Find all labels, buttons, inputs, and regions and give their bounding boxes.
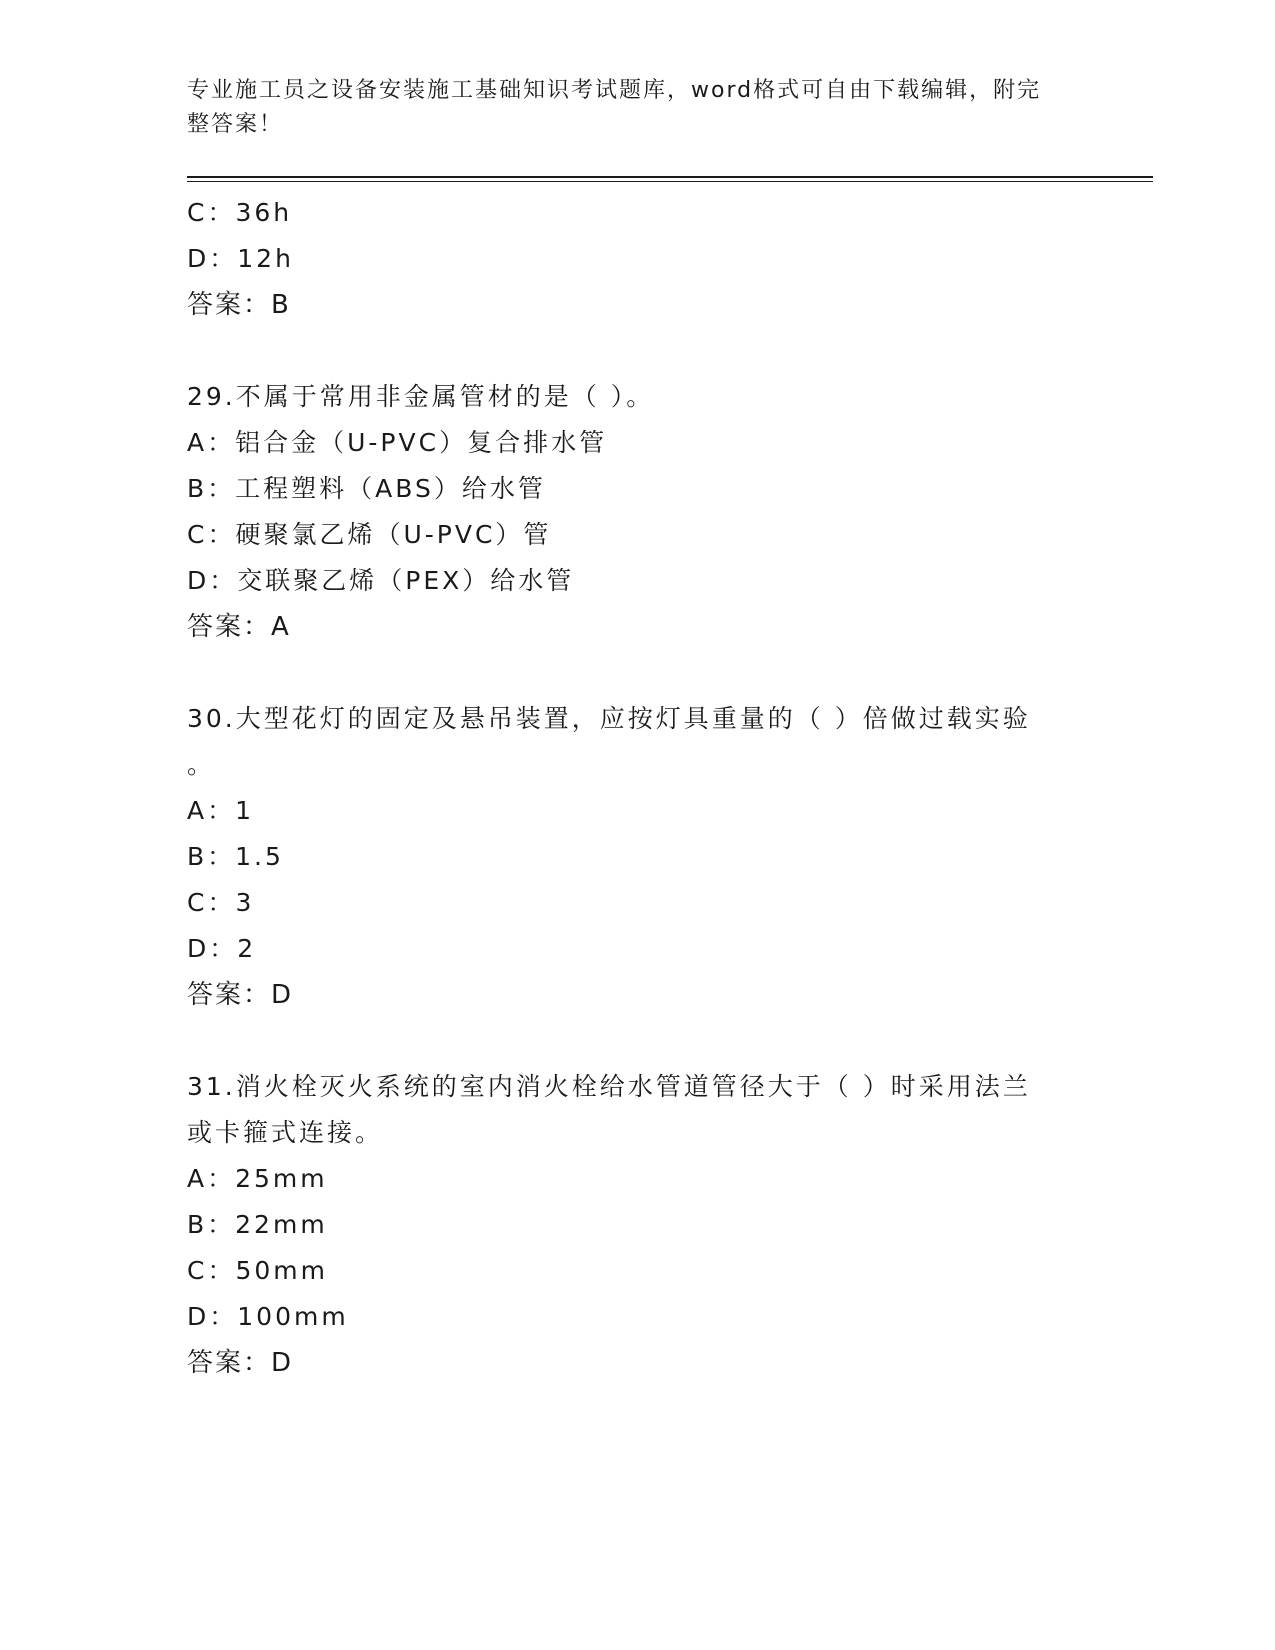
option-label: D： — [187, 934, 238, 963]
document-header — [187, 74, 1067, 142]
option-d — [187, 1294, 1067, 1340]
option-label: C： — [187, 198, 236, 227]
prev-question-block — [187, 190, 1067, 328]
question-text — [187, 1064, 1067, 1156]
header-divider-thick — [187, 176, 1153, 178]
option-c — [187, 512, 1067, 558]
answer-line: 答案：D — [187, 980, 294, 1010]
option-text: 36h — [235, 198, 293, 227]
option-label: A： — [187, 428, 236, 457]
option-text: 22mm — [235, 1210, 328, 1239]
option-text: 工程塑料（ABS）给水管 — [235, 474, 546, 503]
option-a — [187, 1156, 1067, 1202]
option-label: A： — [187, 796, 236, 825]
option-label: C： — [187, 1256, 236, 1285]
option-text: 50mm — [235, 1256, 328, 1285]
option-text: 2 — [237, 934, 257, 963]
option-text: 25mm — [235, 1164, 328, 1193]
question-text — [187, 696, 1067, 788]
answer-line: 答案：A — [187, 612, 291, 642]
option-text: 1 — [235, 796, 255, 825]
spacer — [187, 1018, 1067, 1064]
option-b — [187, 466, 1067, 512]
spacer — [187, 650, 1067, 696]
option-label: D： — [187, 244, 238, 273]
option-label: A： — [187, 1164, 236, 1193]
question-29-block — [187, 374, 1067, 650]
question-stem-line-2: 或卡箍式连接。 — [187, 1118, 384, 1147]
option-text: 3 — [235, 888, 255, 917]
question-stem-line-2: 。 — [187, 750, 216, 779]
question-list — [187, 190, 1067, 1386]
option-d — [187, 558, 1067, 604]
option-label: B： — [187, 474, 236, 503]
option-label: D： — [187, 1302, 238, 1331]
option-c — [187, 190, 1067, 236]
option-label: D： — [187, 566, 238, 595]
option-text: 硬聚氯乙烯（U-PVC）管 — [235, 520, 552, 549]
question-stem: 不属于常用非金属管材的是（ ）。 — [235, 382, 655, 411]
header-divider-thin — [187, 181, 1153, 182]
option-label: B： — [187, 842, 236, 871]
option-a — [187, 420, 1067, 466]
question-30-block — [187, 696, 1067, 1018]
option-text: 100mm — [237, 1302, 349, 1331]
option-d — [187, 926, 1067, 972]
header-title-line-2: 整答案！ — [187, 112, 284, 137]
question-number: 31. — [187, 1072, 236, 1101]
option-a — [187, 788, 1067, 834]
option-label: B： — [187, 1210, 236, 1239]
option-text: 12h — [237, 244, 294, 273]
header-title-line-1: 专业施工员之设备安装施工基础知识考试题库，word格式可自由下载编辑，附完 — [187, 78, 1042, 103]
answer-line: 答案：B — [187, 290, 291, 320]
option-c — [187, 880, 1067, 926]
question-number: 30. — [187, 704, 236, 733]
option-d — [187, 236, 1067, 282]
answer-line: 答案：D — [187, 1348, 294, 1378]
question-number: 29. — [187, 382, 236, 411]
option-label: C： — [187, 520, 236, 549]
option-text: 铝合金（U-PVC）复合排水管 — [235, 428, 608, 457]
question-stem-line-1: 消火栓灭火系统的室内消火栓给水管道管径大于（ ）时采用法兰 — [235, 1072, 1031, 1101]
question-text — [187, 374, 1067, 420]
option-b — [187, 834, 1067, 880]
option-c — [187, 1248, 1067, 1294]
option-text: 交联聚乙烯（PEX）给水管 — [237, 566, 575, 595]
spacer — [187, 328, 1067, 374]
question-31-block — [187, 1064, 1067, 1386]
option-label: C： — [187, 888, 236, 917]
option-b — [187, 1202, 1067, 1248]
option-text: 1.5 — [235, 842, 284, 871]
question-stem-line-1: 大型花灯的固定及悬吊装置，应按灯具重量的（ ）倍做过载实验 — [235, 704, 1031, 733]
